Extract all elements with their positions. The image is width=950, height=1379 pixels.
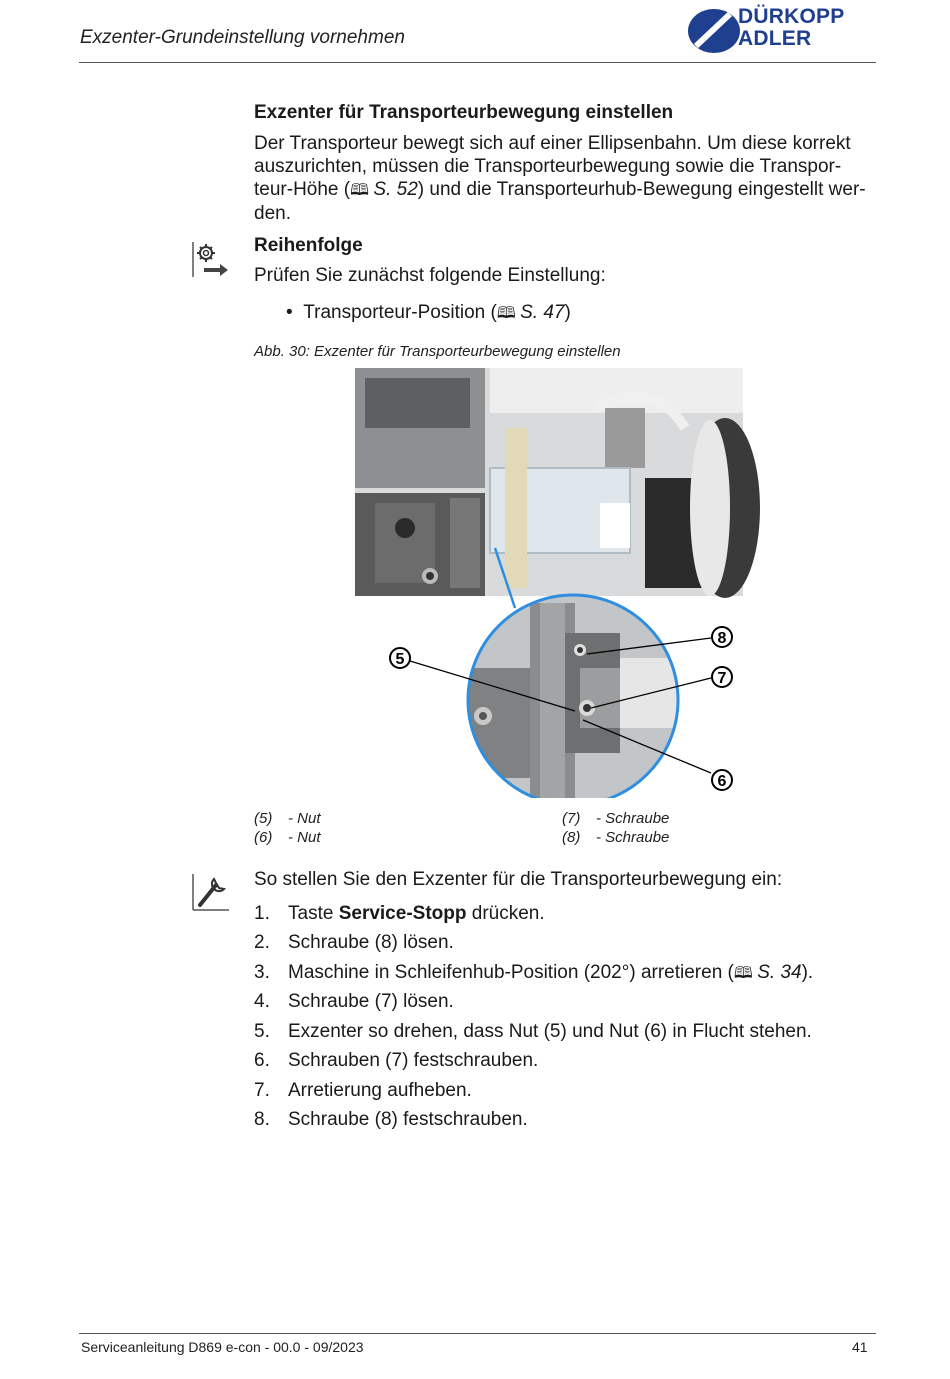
svg-text:7: 7	[717, 670, 727, 687]
order-heading: Reihenfolge	[254, 235, 363, 256]
page-ref-link[interactable]: S. 34	[757, 962, 802, 983]
page-ref-link[interactable]: S. 52	[373, 179, 418, 200]
wrench-icon	[192, 873, 230, 911]
header-title: Exzenter-Grundeinstellung vornehmen	[80, 27, 405, 48]
figure-legend: (5) - Nut (6) - Nut (7) - Schraube (8) - Schraube	[254, 810, 670, 846]
callout-8	[712, 627, 732, 647]
section-heading: Exzenter für Transporteurbewegung einstellen	[254, 102, 674, 123]
book-ref-icon: 🕮	[733, 965, 758, 982]
order-text: Prüfen Sie zunächst folgende Einstellung:	[254, 265, 606, 286]
footer-doc-id: Serviceanleitung D869 e-con - 00.0 - 09/2023	[81, 1339, 364, 1355]
callout-7	[712, 667, 732, 687]
procedure-intro: So stellen Sie den Exzenter für die Transporteurbewegung ein:	[254, 869, 783, 890]
book-ref-icon: 🕮	[496, 305, 521, 322]
page-ref-link[interactable]: S. 47	[520, 302, 565, 323]
book-ref-icon: 🕮	[350, 182, 374, 199]
footer-divider	[79, 1333, 876, 1334]
callout-6	[712, 770, 732, 790]
logo-text: DÜRKOPP ADLER	[738, 5, 845, 50]
intro-paragraph: Der Transporteur bewegt sich auf einer Ellipsenbahn. Um diese korrekt auszurichten, müssen die Transporteurbewegung sowie die Transpor- teur-Höhe (🕮 S. 52) und die Transporteurhub-Bewegung eingestellt wer- den.	[254, 133, 866, 224]
bullet-item: • Transporteur-Position (🕮 S. 47)	[286, 302, 571, 323]
callout-5	[390, 648, 410, 668]
header-divider	[79, 62, 876, 63]
figure-caption: Abb. 30: Exzenter für Transporteurbewegung einstellen	[254, 343, 621, 360]
machine-photo	[355, 368, 775, 798]
gear-arrow-icon	[192, 240, 230, 278]
page-number: 41	[852, 1339, 868, 1355]
svg-text:8: 8	[717, 630, 727, 647]
svg-text:6: 6	[717, 773, 727, 790]
svg-text:5: 5	[395, 651, 405, 668]
